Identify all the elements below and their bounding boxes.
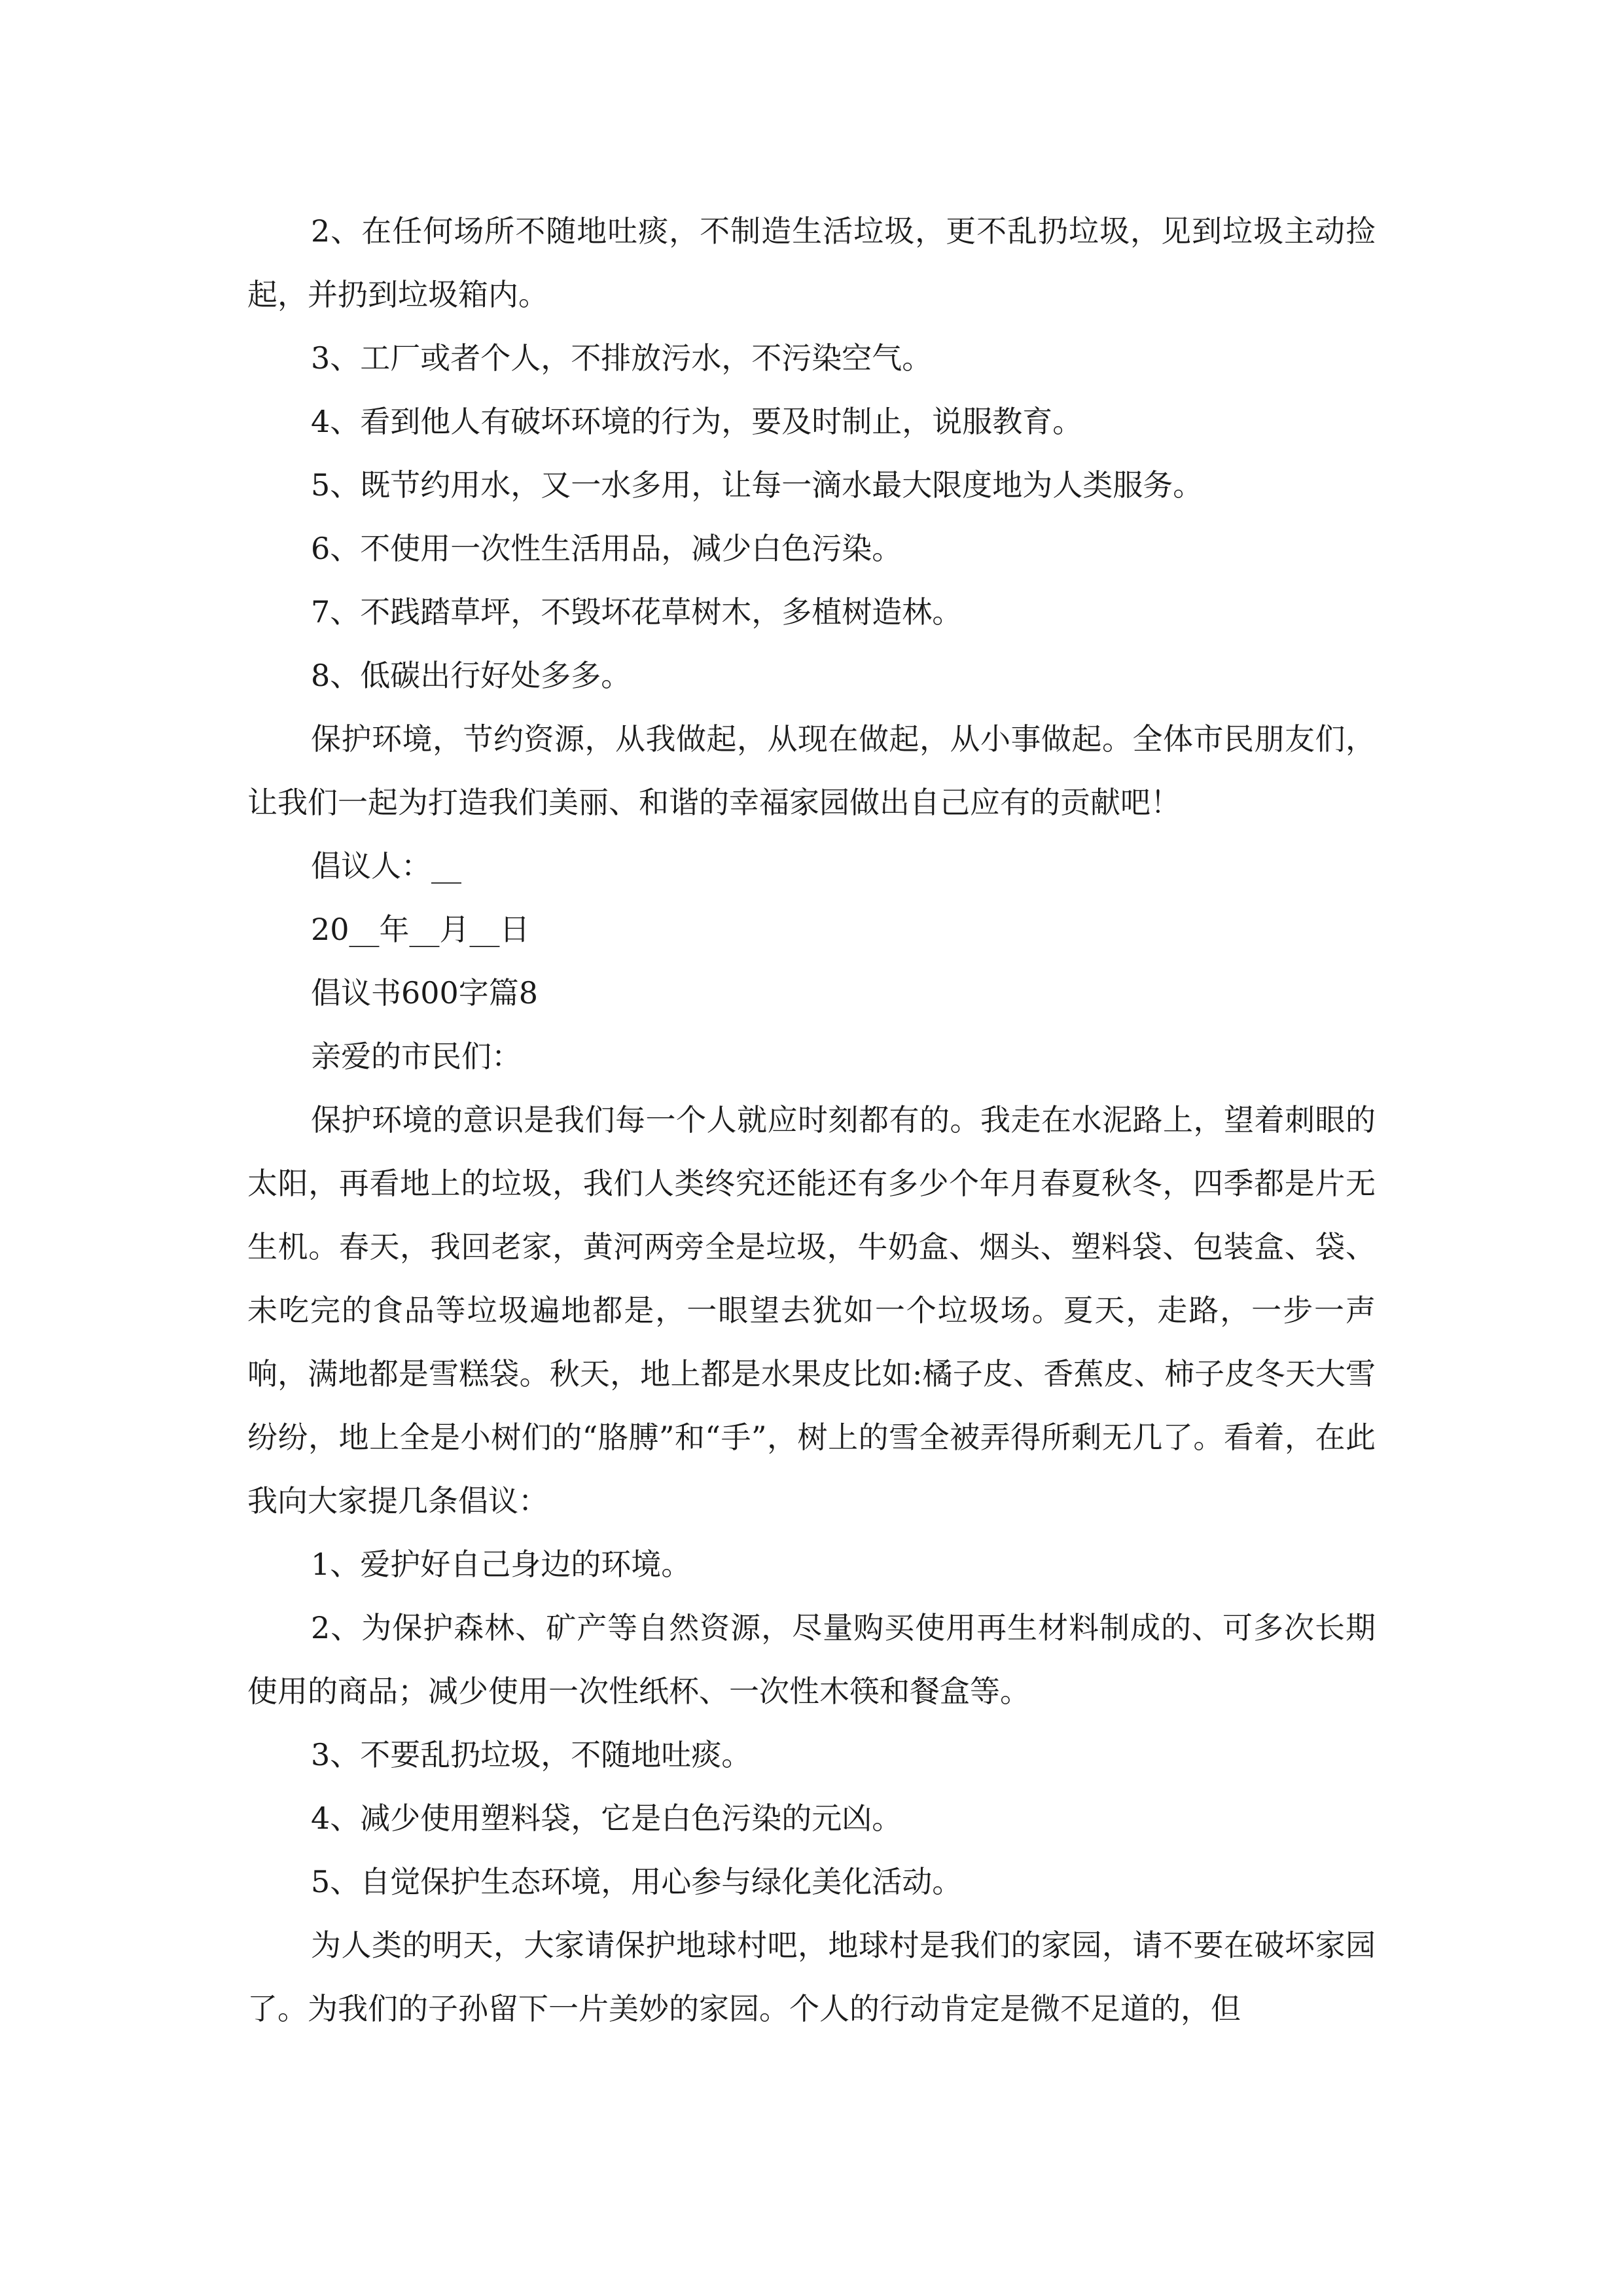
proposal-item-3: 3、不要乱扔垃圾，不随地吐痰。: [311, 1737, 752, 1772]
paragraph-item-3: 3、工厂或者个人，不排放污水，不污染空气。: [311, 340, 933, 376]
paragraph-intro: 保护环境的意识是我们每一个人就应时刻都有的。我走在水泥路上，望着刺眼的太阳，再看地上的垃圾，我们人类终究还能还有多少个年月春夏秋冬，四季都是片无生机。春天，我回老家，黄河两旁全是垃圾，牛奶盒、烟头、塑料袋、包装盒、袋、未吃完的食品等垃圾遍地都是，一眼望去犹如一个垃圾场。夏天，走路，一步一声响，满地都是雪糕袋。秋天，地上都是水果皮比如:橘子皮、香蕉皮、柿子皮冬天大雪纷纷，地上全是小树们的“胳膊”和“手”，树上的雪全被弄得所剩无几了。看着，在此我向大家提几条倡议：: [247, 1102, 1376, 1518]
proposal-item-5: 5、自觉保护生态环境，用心参与绿化美化活动。: [311, 1864, 963, 1899]
date-line: 20__年__月__日: [311, 912, 530, 947]
section-title: 倡议书600字篇8: [311, 975, 539, 1011]
paragraph-item-5: 5、既节约用水，又一水多用，让每一滴水最大限度地为人类服务。: [311, 467, 1204, 503]
paragraph-item-4: 4、看到他人有破坏环境的行为，要及时制止，说服教育。: [311, 404, 1083, 439]
initiator-line: 倡议人：__: [311, 848, 461, 884]
proposal-item-1: 1、爱护好自己身边的环境。: [311, 1547, 692, 1582]
paragraph-item-7: 7、不践踏草坪，不毁坏花草树木，多植树造林。: [311, 594, 963, 630]
salutation: 亲爱的市民们：: [311, 1039, 522, 1074]
proposal-item-4: 4、减少使用塑料袋，它是白色污染的元凶。: [311, 1801, 902, 1836]
paragraph-conclusion: 为人类的明天，大家请保护地球村吧，地球村是我们的家园，请不要在破坏家园了。为我们的子孙留下一片美妙的家园。个人的行动肯定是微不足道的，但: [247, 1928, 1376, 2026]
paragraph-item-2: 2、在任何场所不随地吐痰，不制造生活垃圾，更不乱扔垃圾，见到垃圾主动捡起，并扔到垃圾箱内。: [247, 213, 1376, 312]
paragraph-closing-call: 保护环境，节约资源，从我做起，从现在做起，从小事做起。全体市民朋友们，让我们一起为打造我们美丽、和谐的幸福家园做出自己应有的贡献吧！: [247, 721, 1376, 820]
paragraph-item-8: 8、低碳出行好处多多。: [311, 658, 632, 693]
proposal-item-2: 2、为保护森林、矿产等自然资源，尽量购买使用再生材料制成的、可多次长期使用的商品；减少使用一次性纸杯、一次性木筷和餐盒等。: [247, 1610, 1376, 1709]
paragraph-item-6: 6、不使用一次性生活用品，减少白色污染。: [311, 531, 902, 566]
document-body: [247, 200, 1376, 2041]
